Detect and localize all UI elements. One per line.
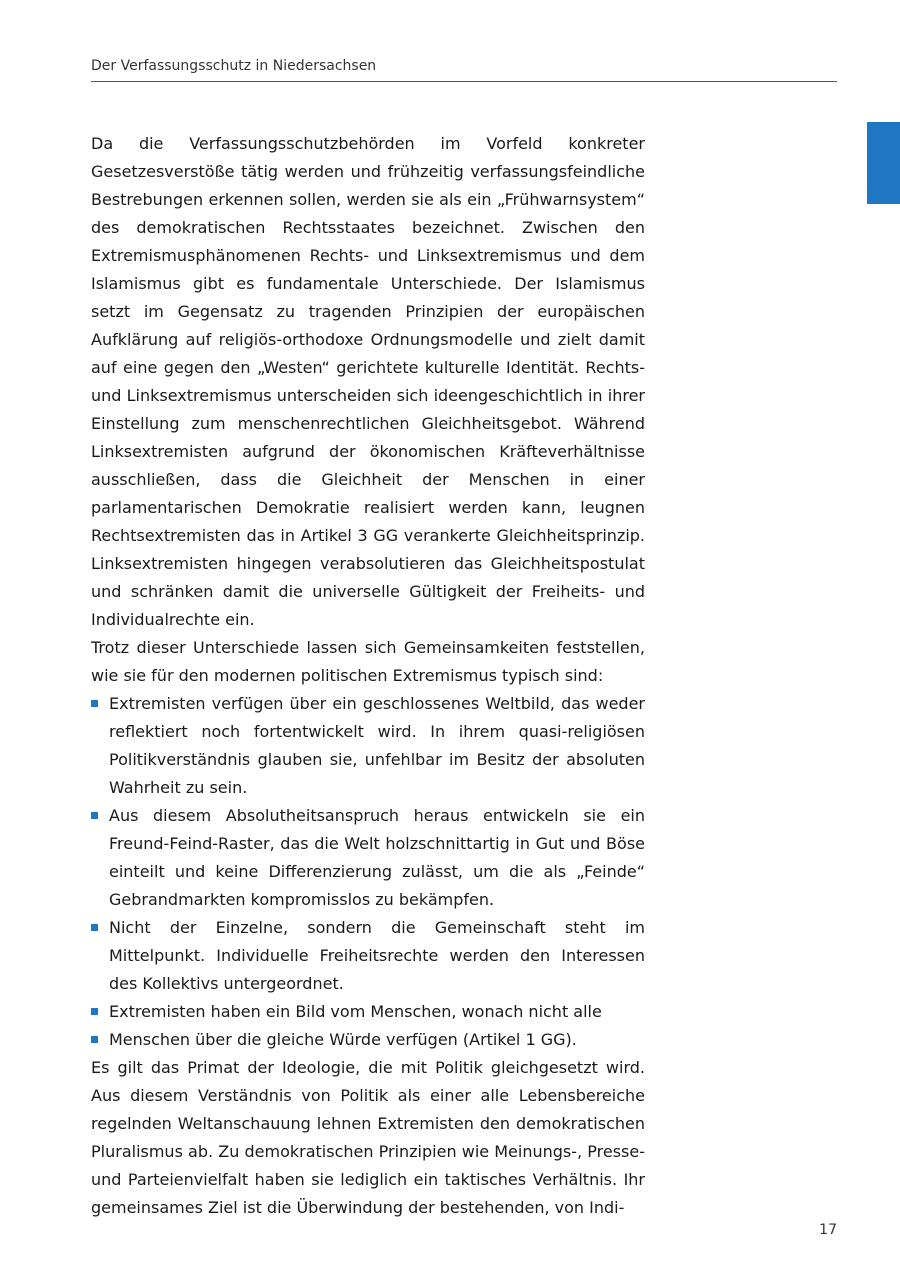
bullet-square-icon xyxy=(91,1008,98,1015)
list-item xyxy=(91,998,645,1026)
section-tab-marker xyxy=(867,122,900,204)
running-header: Der Verfassungsschutz in Niedersachsen xyxy=(91,58,377,74)
list-item xyxy=(91,1026,645,1054)
bullet-square-icon xyxy=(91,700,98,707)
list-item-text: Aus diesem Absolutheitsanspruch heraus entwickeln sie ein Freund-Feind-Raster, das die Welt holzschnittartig in Gut und Böse einteilt und keine Differenzierung zulässt, um die als „Feinde“ Gebrandmarkten kompromisslos zu bekämpfen. xyxy=(109,806,645,909)
bullet-square-icon xyxy=(91,924,98,931)
bullet-square-icon xyxy=(91,812,98,819)
list-item xyxy=(91,690,645,802)
list-item-text: Menschen über die gleiche Würde verfügen (Artikel 1 GG). xyxy=(109,1030,577,1049)
list-item-text: Nicht der Einzelne, sondern die Gemeinschaft steht im Mittelpunkt. Individuelle Freiheitsrechte werden den Interessen des Kollektivs untergeordnet. xyxy=(109,918,645,993)
paragraph: Es gilt das Primat der Ideologie, die mit Politik gleichgesetzt wird. Aus diesem Verständnis von Politik als einer alle Lebensbereiche regelnden Weltanschauung lehnen Extremisten den demokratischen Pluralismus ab. Zu demokratischen Prinzipien wie Meinungs-, Presse- und Parteienvielfalt haben sie lediglich ein taktisches Verhältnis. Ihr gemeinsames Ziel ist die Überwindung der bestehenden, von Indi- xyxy=(91,1058,645,1217)
header-rule xyxy=(91,81,837,82)
list-item-text: Extremisten haben ein Bild vom Menschen, wonach nicht alle xyxy=(109,1002,602,1021)
bullet-square-icon xyxy=(91,1036,98,1043)
paragraph: Da die Verfassungsschutzbehörden im Vorfeld konkreter Gesetzesverstöße tätig werden und frühzeitig verfassungsfeindliche Bestrebungen erkennen sollen, werden sie als ein „Frühwarnsystem“ des demokratischen Rechtsstaates bezeichnet. Zwischen den Extremismusphänomenen Rechts- und Linksextremismus und dem Islamismus gibt es fundamentale Unterschiede. Der Islamismus setzt im Gegensatz zu tragenden Prinzipien der europäischen Aufklärung auf religiös-orthodoxe Ordnungsmodelle und zielt damit auf eine gegen den „Westen“ gerichtete kulturelle Identität. Rechts- und Linksextremismus unterscheiden sich ideengeschichtlich in ihrer Einstellung zum menschenrechtlichen Gleichheitsgebot. Während Linksextremisten aufgrund der ökonomischen Kräfteverhältnisse ausschließen, dass die Gleichheit der Menschen in einer parlamentarischen Demokratie realisiert werden kann, leugnen Rechtsextremisten das in Artikel 3 GG verankerte Gleichheitsprinzip. Linksextremisten hingegen verabsolutieren das Gleichheitspostulat und schränken damit die universelle Gültigkeit der Freiheits- und Individualrechte ein. xyxy=(91,134,645,629)
paragraph: Trotz dieser Unterschiede lassen sich Gemeinsamkeiten feststellen, wie sie für den modernen politischen Extremismus typisch sind: xyxy=(91,638,645,685)
list-item-text: Extremisten verfügen über ein geschlossenes Weltbild, das weder reflektiert noch fortentwickelt wird. In ihrem quasi-religiösen Politikverständnis glauben sie, unfehlbar im Besitz der absoluten Wahrheit zu sein. xyxy=(109,694,645,797)
list-item xyxy=(91,802,645,914)
page-number: 17 xyxy=(819,1222,837,1238)
list-item xyxy=(91,914,645,998)
bullet-list xyxy=(91,690,645,1054)
body-text xyxy=(91,130,645,1222)
